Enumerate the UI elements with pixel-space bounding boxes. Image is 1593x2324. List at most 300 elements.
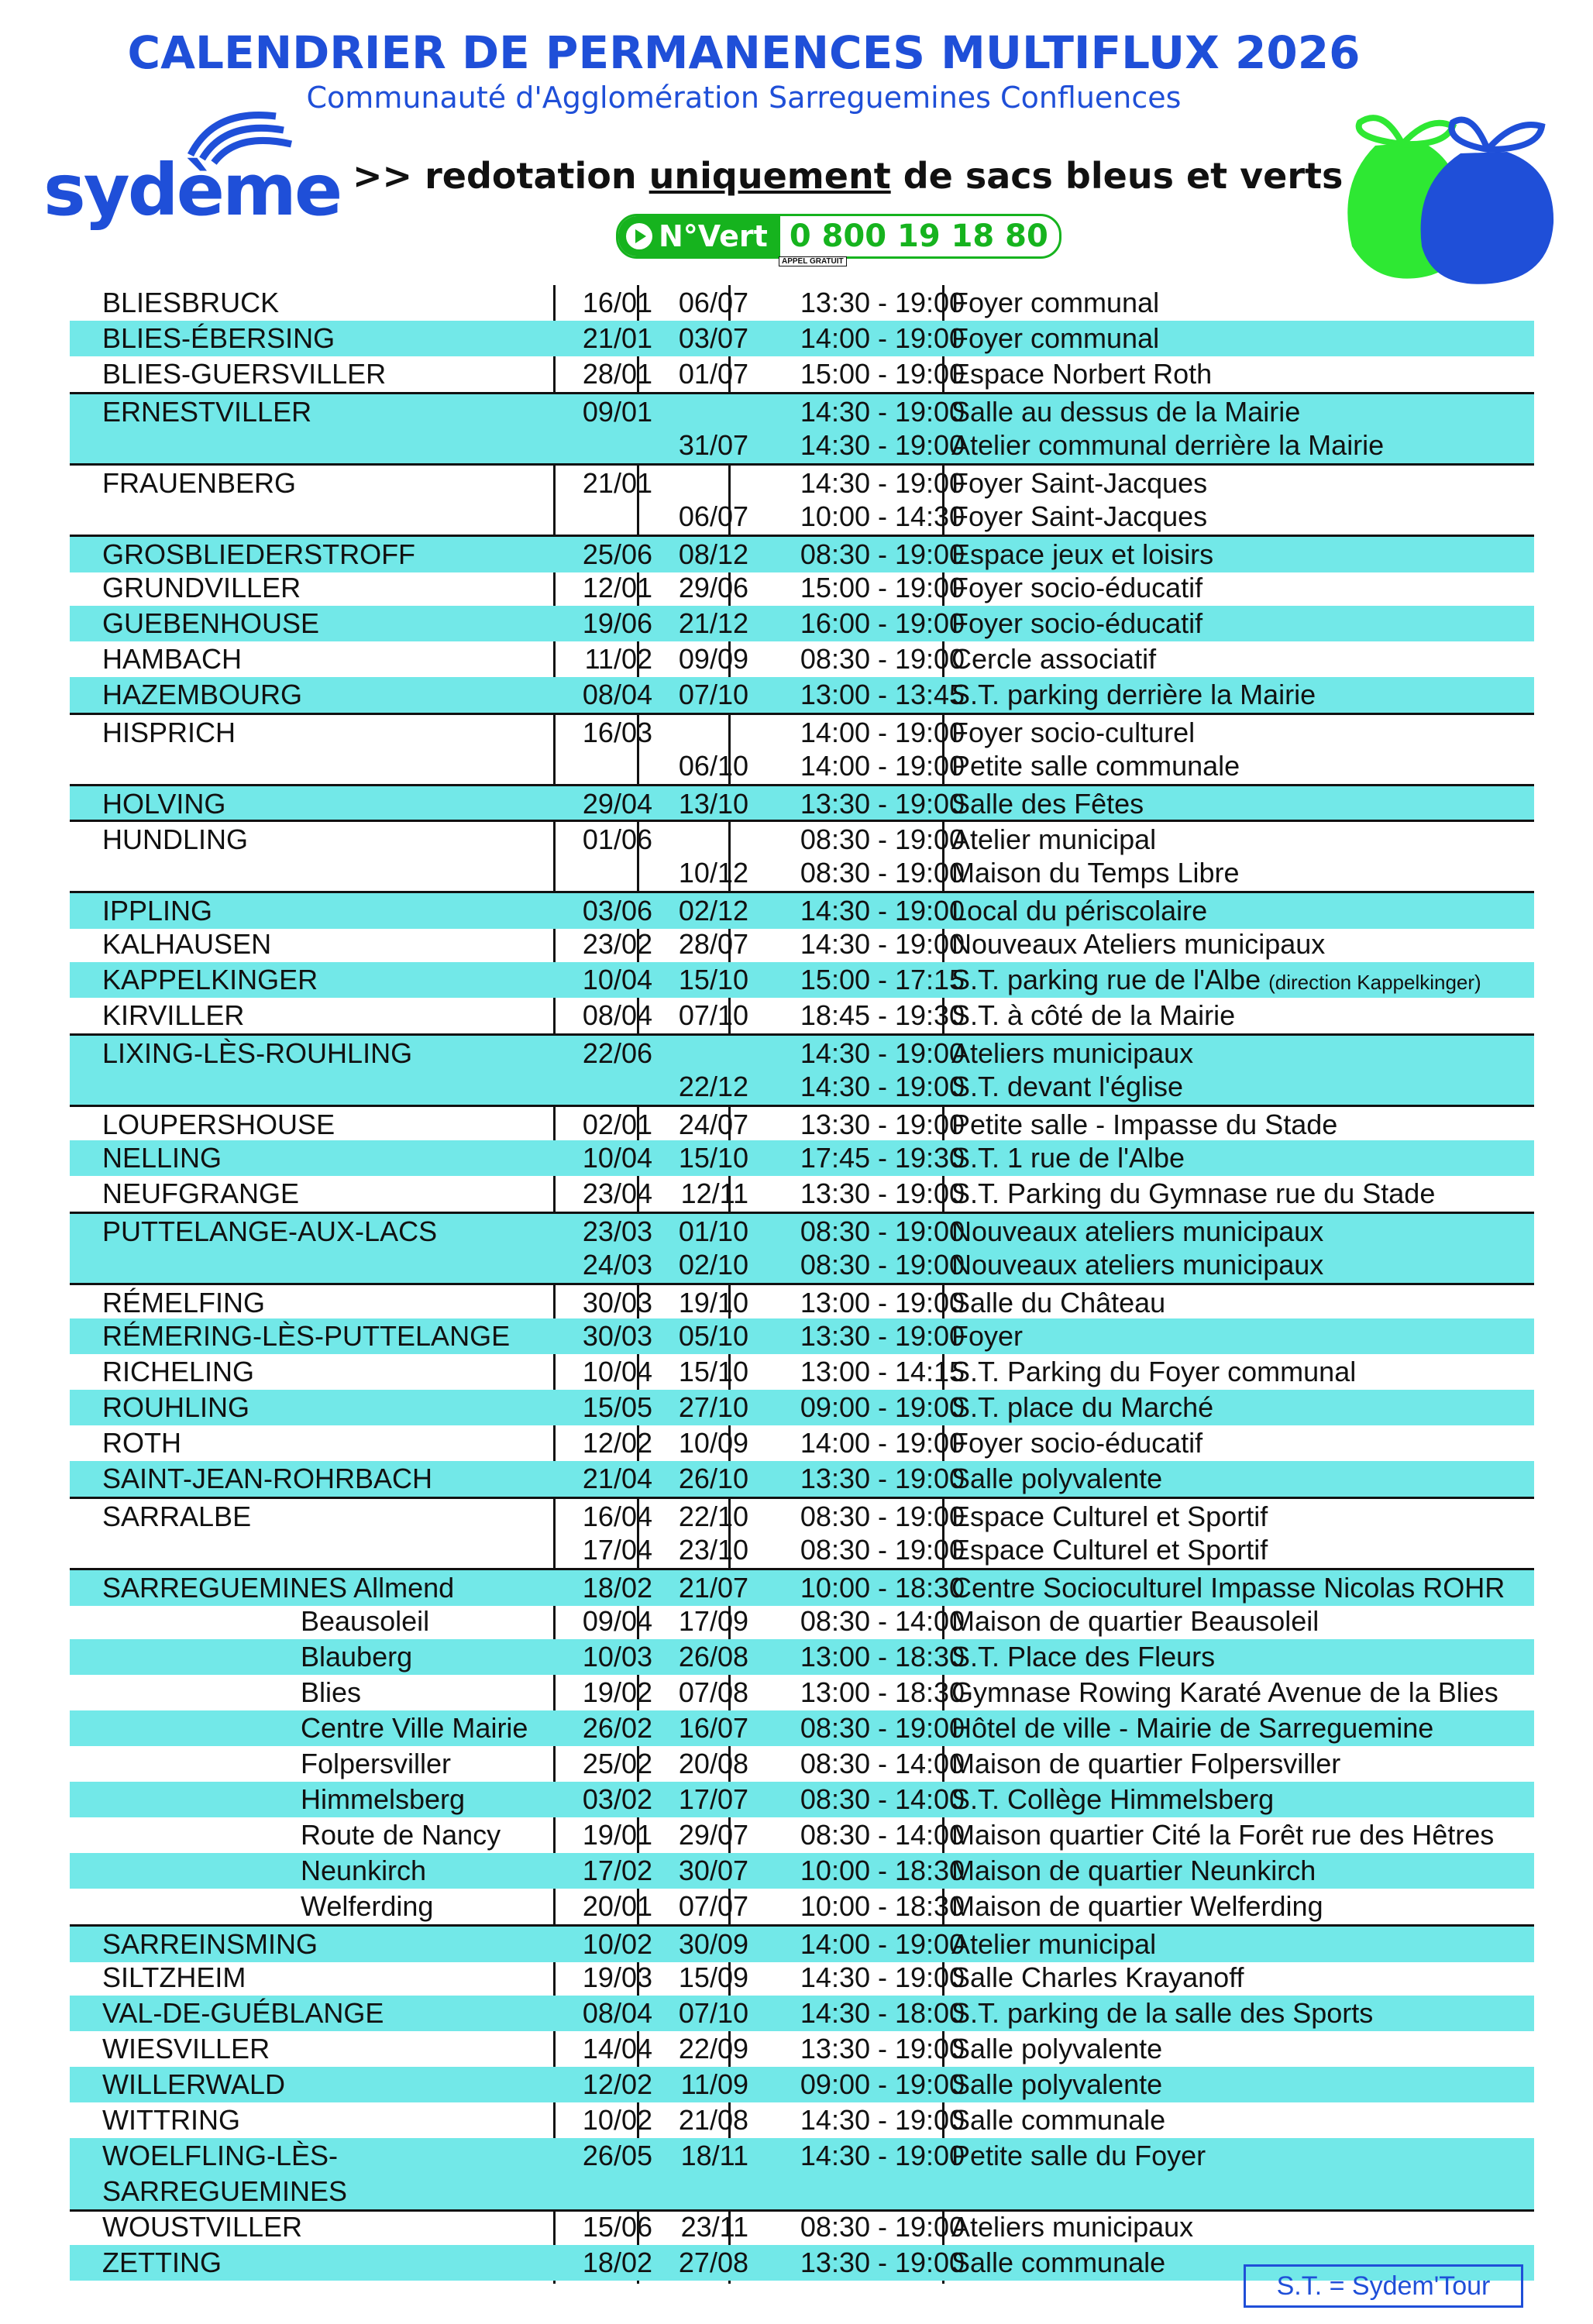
date-2: 06/07 [678,500,748,532]
time-range: 13:30 - 19:00 [800,1109,965,1140]
date-1: 19/01 [582,1819,652,1851]
date-1: 01/06 [582,823,652,855]
table-row [70,570,1534,606]
location: Foyer Saint-Jacques [951,500,1208,532]
time-range: 13:30 - 19:00 [800,1463,965,1494]
location: Centre Socioculturel Impasse Nicolas ROHR [951,1572,1505,1604]
numero-vert[interactable] [616,214,1061,266]
time-range: 08:30 - 14:00 [800,1748,965,1779]
time-range: 14:30 - 19:00 [800,1071,965,1102]
time-range: 14:30 - 19:00 [800,2140,965,2171]
commune-name: SARREGUEMINES Allmend [102,1572,455,1604]
commune-name: GROSBLIEDERSTROFF [102,538,416,570]
sydeme-logo [43,101,341,232]
time-range: 08:30 - 19:00 [800,1501,965,1532]
location: Salle au dessus de la Mairie [951,396,1301,428]
location: Gymnase Rowing Karaté Avenue de la Blies [951,1676,1498,1708]
commune-name: WOELFLING-LÈS- [102,2140,339,2171]
date-2: 15/10 [678,964,748,995]
date-2: 10/12 [678,857,748,889]
commune-name: ERNESTVILLER [102,396,312,428]
date-2: 18/11 [680,2140,748,2171]
location: S.T. parking de la salle des Sports [951,1997,1374,2029]
date-2: 02/12 [678,895,748,927]
date-2: 29/07 [678,1819,748,1851]
date-1: 10/02 [582,2104,652,2136]
date-1: 11/02 [584,643,652,675]
table-row [70,641,1534,677]
location: S.T. Place des Fleurs [951,1641,1216,1673]
date-1: 23/04 [582,1177,652,1209]
time-range: 08:30 - 14:00 [800,1605,965,1637]
commune-name: RÉMERING-LÈS-PUTTELANGE [102,1320,511,1352]
location: S.T. parking derrière la Mairie [951,679,1316,710]
table-row [70,677,1534,713]
date-1: 16/04 [582,1501,652,1532]
commune-name: HAMBACH [102,643,243,675]
table-row [70,855,1534,893]
time-range: 14:00 - 19:00 [800,322,965,354]
table-row [70,1639,1534,1675]
location: S.T. devant l'église [951,1071,1184,1102]
date-1: 10/04 [582,1356,652,1387]
location: Atelier municipal [951,823,1157,855]
table-row [70,1140,1534,1176]
location: Nouveaux Ateliers municipaux [951,928,1326,960]
play-icon [626,223,652,249]
date-2: 30/07 [678,1855,748,1886]
date-1: 25/06 [582,538,652,570]
table-row [70,1924,1534,1962]
date-2: 07/10 [678,1997,748,2029]
date-1: 15/05 [582,1391,652,1423]
date-1: 30/03 [582,1287,652,1318]
time-range: 14:00 - 19:00 [800,750,965,782]
table-row [70,820,1534,858]
table-row [70,1960,1534,1996]
table-row [70,784,1534,822]
location: Salle du Château [951,1287,1166,1318]
time-range: 08:30 - 19:00 [800,643,965,675]
table-row [70,2067,1534,2102]
table-row [70,2031,1534,2067]
date-2: 31/07 [678,429,748,461]
table-row [70,1782,1534,1817]
commune-name: NEUFGRANGE [102,1177,300,1209]
location: Salle communale [951,2104,1166,2136]
location: Maison du Temps Libre [951,857,1240,889]
date-1: 09/04 [582,1605,652,1637]
date-2: 21/08 [678,2104,748,2136]
table-row [70,748,1534,786]
date-2: 15/10 [678,1142,748,1174]
table-row [70,2174,1534,2212]
commune-name: IPPLING [102,895,213,927]
location: Espace jeux et loisirs [951,538,1214,570]
date-1: 09/01 [582,396,652,428]
commune-name: GRUNDVILLER [102,572,301,603]
date-2: 27/08 [678,2247,748,2278]
time-range: 14:30 - 18:00 [800,1997,965,2029]
date-2: 26/10 [678,1463,748,1494]
table-row [70,1212,1534,1250]
location: S.T. Parking du Foyer communal [951,1356,1357,1387]
table-row [70,606,1534,641]
date-1: 29/04 [582,788,652,820]
location: Foyer communal [951,287,1160,318]
location: Local du périscolaire [951,895,1208,927]
date-2: 19/10 [678,1287,748,1318]
time-range: 16:00 - 19:00 [800,607,965,639]
date-1: 16/03 [582,717,652,748]
time-range: 10:00 - 14:30 [800,500,965,532]
location: Petite salle communale [951,750,1240,782]
time-range: 14:30 - 19:00 [800,467,965,499]
table-row [70,2138,1534,2174]
table-row [70,713,1534,751]
commune-name: WITTRING [102,2104,240,2136]
commune-name: WILLERWALD [102,2068,286,2100]
table-row [70,1033,1534,1071]
location: Espace Culturel et Sportif [951,1501,1268,1532]
commune-name: KIRVILLER [102,999,245,1031]
date-2: 07/08 [678,1676,748,1708]
time-range: 14:30 - 19:00 [800,1961,965,1993]
recycling-bags-icon [1329,91,1569,293]
table-row [70,1247,1534,1285]
date-2: 12/11 [680,1177,748,1209]
location: Foyer [951,1320,1024,1352]
commune-name: VAL-DE-GUÉBLANGE [102,1997,384,2029]
date-2: 17/07 [678,1783,748,1815]
date-2: 20/08 [678,1748,748,1779]
time-range: 13:30 - 19:00 [800,2247,965,2278]
commune-name: SARRALBE [102,1501,252,1532]
time-range: 09:00 - 19:00 [800,2068,965,2100]
date-1: 14/04 [582,2033,652,2064]
location: Atelier municipal [951,1928,1157,1960]
date-2: 30/09 [678,1928,748,1960]
location: S.T. à côté de la Mairie [951,999,1236,1031]
table-row [70,1425,1534,1461]
table-row [70,2209,1534,2245]
time-range: 14:30 - 19:00 [800,928,965,960]
commune-name: WOUSTVILLER [102,2211,303,2243]
location: S.T. Collège Himmelsberg [951,1783,1275,1815]
location: Salle polyvalente [951,2068,1163,2100]
date-2: 23/10 [678,1534,748,1566]
date-1: 08/04 [582,679,652,710]
location-note: (direction Kappelkinger) [1268,971,1481,994]
table-row [70,1069,1534,1107]
date-2: 10/09 [678,1427,748,1459]
location: Salle Charles Krayanoff [951,1961,1244,1993]
table-row [70,535,1534,572]
commune-name: ZETTING [102,2247,222,2278]
location: S.T. parking rue de l'Albe [951,964,1261,995]
time-range: 13:00 - 13:45 [800,679,965,710]
date-2: 21/12 [678,607,748,639]
date-1: 19/03 [582,1961,652,1993]
table-row [70,1390,1534,1425]
table-row [70,392,1534,430]
location: Nouveaux ateliers municipaux [951,1249,1324,1281]
date-2: 15/09 [678,1961,748,1993]
commune-name: Route de Nancy [301,1819,501,1851]
commune-name: ROTH [102,1427,181,1459]
table-row [70,1497,1534,1535]
table-row [70,463,1534,501]
date-2: 21/07 [678,1572,748,1604]
time-range: 08:30 - 19:00 [800,2211,965,2243]
table-row [70,1710,1534,1746]
date-1: 16/01 [582,287,652,318]
date-2: 06/10 [678,750,748,782]
table-row [70,1105,1534,1143]
location: Maison de quartier Beausoleil [951,1605,1319,1637]
time-range: 08:30 - 19:00 [800,1249,965,1281]
commune-name: SILTZHEIM [102,1961,246,1993]
date-1: 15/06 [582,2211,652,2243]
date-1: 12/01 [582,572,652,603]
commune-name: LOUPERSHOUSE [102,1109,335,1140]
location: Ateliers municipaux [951,1037,1194,1069]
date-2: 02/10 [678,1249,748,1281]
location: Salle polyvalente [951,1463,1163,1494]
table-row [70,1283,1534,1321]
date-2: 11/09 [680,2068,748,2100]
time-range: 14:30 - 19:00 [800,396,965,428]
time-range: 14:00 - 19:00 [800,1427,965,1459]
time-range: 13:30 - 19:00 [800,1177,965,1209]
time-range: 08:30 - 19:00 [800,857,965,889]
commune-name: Folpersviller [301,1748,452,1779]
time-range: 08:30 - 19:00 [800,1712,965,1744]
date-1: 19/06 [582,607,652,639]
commune-name: Neunkirch [301,1855,427,1886]
date-1: 22/06 [582,1037,652,1069]
commune-name: HISPRICH [102,717,236,748]
date-2: 26/08 [678,1641,748,1673]
table-row [70,1746,1534,1782]
table-row [70,891,1534,929]
date-1: 30/03 [582,1320,652,1352]
commune-name: SARREGUEMINES [102,2175,348,2207]
date-2: 22/10 [678,1501,748,1532]
time-range: 09:00 - 19:00 [800,1391,965,1423]
date-1: 10/04 [582,1142,652,1174]
location: Maison de quartier Neunkirch [951,1855,1316,1886]
date-2: 15/10 [678,1356,748,1387]
date-2: 01/07 [678,358,748,390]
commune-name: HUNDLING [102,823,249,855]
date-2: 22/12 [678,1071,748,1102]
table-row [70,1354,1534,1390]
date-2: 07/10 [678,679,748,710]
location: Espace Culturel et Sportif [951,1534,1268,1566]
table-row [70,499,1534,537]
commune-name: KALHAUSEN [102,928,272,960]
date-1: 19/02 [582,1676,652,1708]
time-range: 13:30 - 19:00 [800,1320,965,1352]
commune-name: BLIESBRUCK [102,287,280,318]
commune-name: NELLING [102,1142,222,1174]
redotation-emphasis: uniquement [649,155,891,197]
date-2: 17/09 [678,1605,748,1637]
date-2: 27/10 [678,1391,748,1423]
table-row [70,927,1534,962]
commune-name: PUTTELANGE-AUX-LACS [102,1215,438,1247]
commune-name: SAINT-JEAN-ROHRBACH [102,1463,433,1494]
redotation-prefix: >> redotation [353,155,649,197]
location-wrap [951,962,1481,1000]
commune-name: RICHELING [102,1356,255,1387]
time-range: 13:30 - 19:00 [800,287,965,318]
time-range: 13:00 - 18:30 [800,1676,965,1708]
time-range: 13:00 - 18:30 [800,1641,965,1673]
date-1: 26/02 [582,1712,652,1744]
time-range: 14:30 - 19:00 [800,895,965,927]
time-range: 14:30 - 19:00 [800,2104,965,2136]
location: S.T. 1 rue de l'Albe [951,1142,1185,1174]
commune-name: Centre Ville Mairie [301,1712,528,1744]
commune-name: RÉMELFING [102,1287,266,1318]
time-range: 10:00 - 18:30 [800,1855,965,1886]
date-1: 17/04 [582,1534,652,1566]
commune-name: HAZEMBOURG [102,679,303,710]
location: Foyer socio-culturel [951,717,1196,748]
date-1: 12/02 [582,1427,652,1459]
table-row [70,998,1534,1033]
table-row [70,356,1534,392]
date-1: 08/04 [582,999,652,1031]
date-1: 18/02 [582,2247,652,2278]
time-range: 08:30 - 14:00 [800,1783,965,1815]
date-2: 24/07 [678,1109,748,1140]
table-row [70,428,1534,466]
date-2: 13/10 [678,788,748,820]
time-range: 13:00 - 14:15 [800,1356,965,1387]
location: Foyer Saint-Jacques [951,467,1208,499]
commune-name: ROUHLING [102,1391,250,1423]
table-row [70,1604,1534,1639]
time-range: 10:00 - 18:30 [800,1572,965,1604]
page-title: CALENDRIER DE PERMANENCES MULTIFLUX 2026 [127,26,1361,79]
commune-name: GUEBENHOUSE [102,607,320,639]
table-row [70,962,1534,998]
date-2: 05/10 [678,1320,748,1352]
date-1: 17/02 [582,1855,652,1886]
time-range: 08:30 - 19:00 [800,823,965,855]
numero-vert-number: 0 800 19 18 80 [789,218,1048,254]
date-1: 08/04 [582,1997,652,2029]
table-row [70,1568,1534,1606]
date-2: 03/07 [678,322,748,354]
date-2: 07/10 [678,999,748,1031]
date-1: 23/03 [582,1215,652,1247]
time-range: 18:45 - 19:30 [800,999,965,1031]
location: Petite salle du Foyer [951,2140,1206,2171]
date-2: 29/06 [678,572,748,603]
date-1: 23/02 [582,928,652,960]
table-row [70,1532,1534,1570]
commune-name: HOLVING [102,788,226,820]
time-range: 13:00 - 19:00 [800,1287,965,1318]
location: Foyer socio-éducatif [951,1427,1203,1459]
date-2: 23/11 [680,2211,748,2243]
time-range: 13:30 - 19:00 [800,2033,965,2064]
location: Atelier communal derrière la Mairie [951,429,1385,461]
location: Nouveaux ateliers municipaux [951,1215,1324,1247]
location: Salle polyvalente [951,2033,1163,2064]
numero-vert-label-box [618,216,780,256]
table-row [70,1318,1534,1354]
location: Salle communale [951,2247,1166,2278]
date-2: 06/07 [678,287,748,318]
numero-vert-label: N°Vert [659,219,768,253]
table-row [70,1817,1534,1853]
location: Maison de quartier Folpersviller [951,1748,1341,1779]
location: Foyer socio-éducatif [951,572,1203,603]
location: Espace Norbert Roth [951,358,1213,390]
commune-name: Himmelsberg [301,1783,466,1815]
date-1: 25/02 [582,1748,652,1779]
table-row [70,1996,1534,2031]
time-range: 17:45 - 19:30 [800,1142,965,1174]
redotation-suffix: de sacs bleus et verts [890,155,1344,197]
time-range: 15:00 - 19:00 [800,358,965,390]
table-row [70,1176,1534,1212]
location: S.T. Parking du Gymnase rue du Stade [951,1177,1436,1209]
date-1: 03/06 [582,895,652,927]
date-2: 07/07 [678,1890,748,1922]
commune-name: BLIES-ÉBERSING [102,322,335,354]
date-1: 21/01 [582,467,652,499]
time-range: 14:30 - 19:00 [800,1037,965,1069]
location: Foyer communal [951,322,1160,354]
location: Petite salle - Impasse du Stade [951,1109,1338,1140]
date-1: 21/01 [582,322,652,354]
date-1: 10/03 [582,1641,652,1673]
date-2: 01/10 [678,1215,748,1247]
table-row [70,1889,1534,1927]
logo-text: sydème [43,149,341,232]
date-2: 08/12 [678,538,748,570]
commune-name: BLIES-GUERSVILLER [102,358,387,390]
time-range: 13:30 - 19:00 [800,788,965,820]
commune-name: Blies [301,1676,362,1708]
time-range: 14:00 - 19:00 [800,717,965,748]
date-1: 03/02 [582,1783,652,1815]
location: Salle des Fêtes [951,788,1144,820]
date-1: 20/01 [582,1890,652,1922]
location: Hôtel de ville - Mairie de Sarreguemine [951,1712,1434,1744]
table-row [70,1853,1534,1889]
commune-name: Beausoleil [301,1605,430,1637]
date-2: 09/09 [678,643,748,675]
table-row [70,321,1534,356]
date-1: 10/04 [582,964,652,995]
legend-box: S.T. = Sydem'Tour [1244,2264,1523,2308]
date-2: 28/07 [678,928,748,960]
table-row [70,1675,1534,1710]
time-range: 08:30 - 19:00 [800,1215,965,1247]
table-row [70,1461,1534,1497]
table-row [70,285,1534,321]
redotation-notice [353,155,1343,197]
time-range: 14:00 - 19:00 [800,1928,965,1960]
time-range: 08:30 - 19:00 [800,1534,965,1566]
